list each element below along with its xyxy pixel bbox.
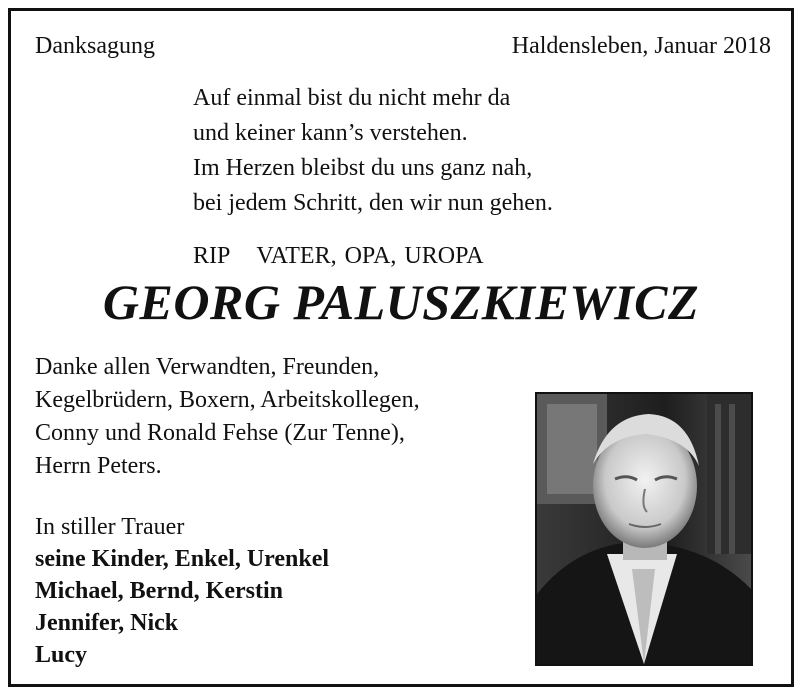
poem-line: und keiner kann’s verstehen.	[193, 120, 468, 146]
rip-label: RIP	[193, 243, 231, 269]
obituary-notice	[8, 8, 794, 687]
mourner-line: Jennifer, Nick	[35, 610, 179, 636]
roles-line	[193, 243, 484, 270]
thanks-text	[35, 351, 420, 483]
poem-line: Auf einmal bist du nicht mehr da	[193, 85, 511, 111]
mourning-intro: In stiller Trauer	[35, 514, 185, 540]
notice-type-label: Danksagung	[35, 33, 155, 59]
portrait-photo	[535, 392, 753, 666]
mourners-block	[35, 511, 329, 671]
poem-line: Im Herzen bleibst du uns ganz nah,	[193, 155, 533, 181]
thanks-line: Kegelbrüdern, Boxern, Arbeitskollegen,	[35, 387, 420, 413]
mourner-line: seine Kinder, Enkel, Urenkel	[35, 546, 330, 572]
thanks-line: Danke allen Verwandten, Freunden,	[35, 354, 380, 380]
place-and-date: Haldensleben, Januar 2018	[511, 33, 771, 59]
poem-line: bei jedem Schritt, den wir nun gehen.	[193, 190, 553, 216]
thanks-line: Conny und Ronald Fehse (Zur Tenne),	[35, 420, 405, 446]
memorial-poem	[193, 81, 553, 221]
mourner-line: Lucy	[35, 642, 88, 668]
deceased-name: GEORG PALUSZKIEWICZ	[102, 274, 700, 330]
thanks-line: Herrn Peters.	[35, 453, 162, 479]
family-titles: VATER, OPA, UROPA	[256, 243, 484, 269]
mourner-line: Michael, Bernd, Kerstin	[35, 578, 283, 604]
